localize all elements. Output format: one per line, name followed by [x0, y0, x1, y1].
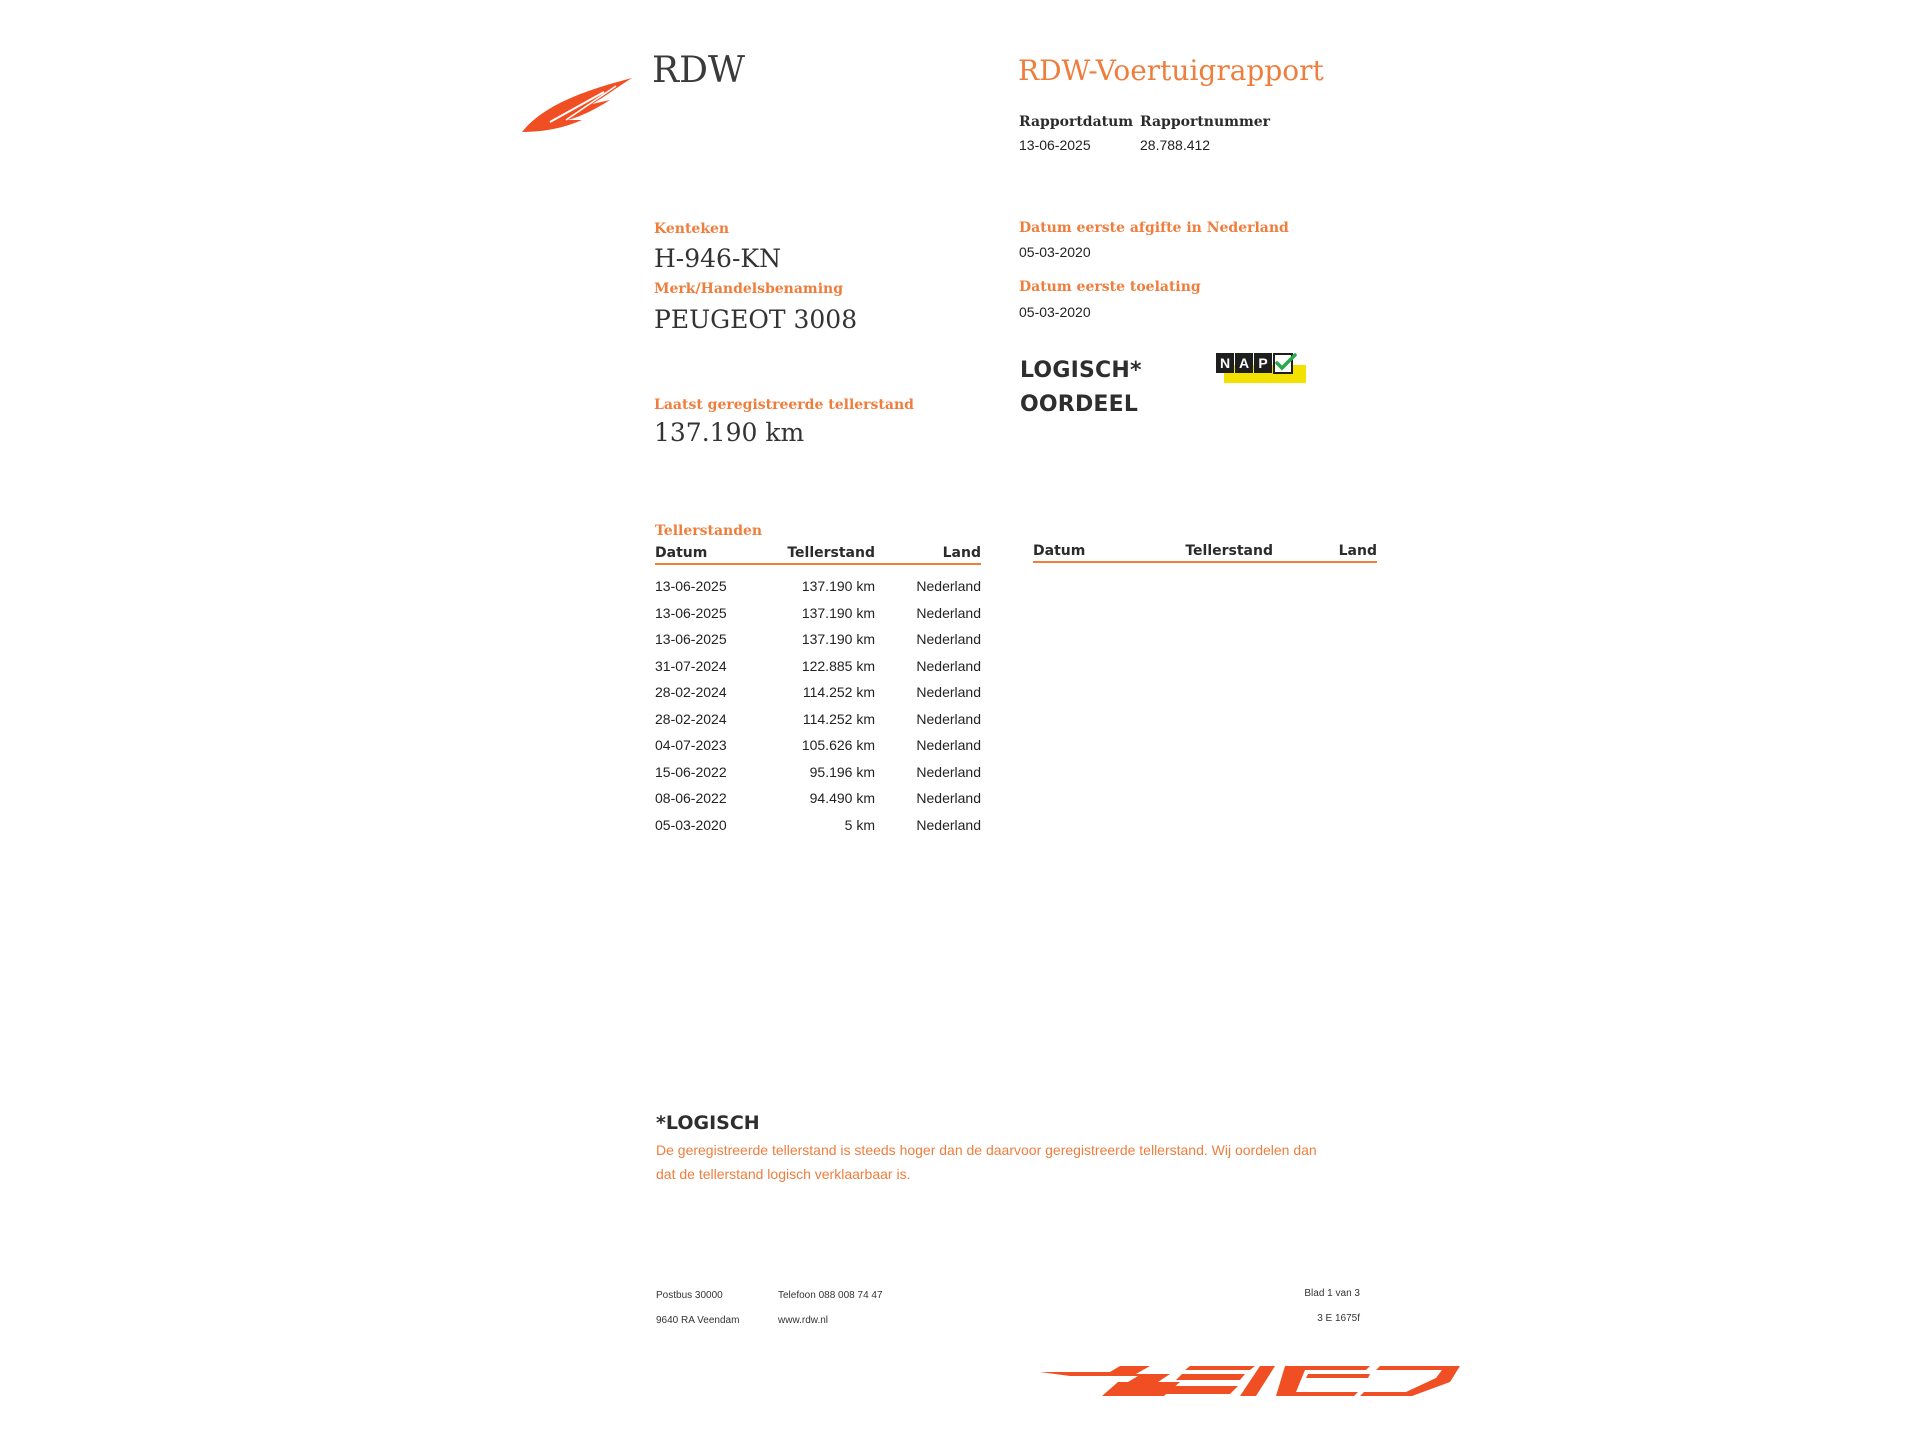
- nap-letter-p: P: [1254, 353, 1272, 373]
- row-country: Nederland: [916, 578, 981, 595]
- row-odometer: 122.885 km: [801, 657, 875, 674]
- table-row: [655, 573, 981, 600]
- row-odometer: 5 km: [844, 816, 875, 833]
- nap-letter-a: A: [1235, 353, 1253, 373]
- row-date: 08-06-2022: [655, 790, 727, 807]
- report-number-label: Rapportnummer: [1140, 114, 1271, 130]
- table-row: [655, 812, 981, 839]
- verdict-line2: OORDEEL: [1020, 392, 1139, 417]
- nap-check-icon: [1273, 353, 1297, 375]
- first-issue-nl-label: Datum eerste afgifte in Nederland: [1019, 220, 1289, 236]
- first-admission-value: 05-03-2020: [1019, 304, 1091, 320]
- note-text-line1: De geregistreerde tellerstand is steeds hoger dan de daarvoor geregistreerde tellerstand. Wij oordelen dan: [656, 1142, 1317, 1158]
- col-header-date: Datum: [655, 545, 771, 564]
- row-odometer: 137.190 km: [801, 604, 875, 621]
- odometer-header-row-continued: [1033, 543, 1377, 562]
- footer-city: 9640 RA Veendam: [656, 1315, 740, 1326]
- row-date: 15-06-2022: [655, 763, 727, 780]
- row-country: Nederland: [916, 684, 981, 701]
- first-issue-nl-value: 05-03-2020: [1019, 244, 1091, 260]
- footer-page: Blad 1 van 3: [1304, 1288, 1360, 1299]
- row-odometer: 95.196 km: [809, 763, 875, 780]
- nap-letter-n: N: [1216, 353, 1234, 373]
- row-date: 28-02-2024: [655, 684, 727, 701]
- row-country: Nederland: [916, 604, 981, 621]
- row-date: 13-06-2025: [655, 631, 727, 648]
- table-row: [655, 785, 981, 812]
- footer-postbus: Postbus 30000: [656, 1290, 723, 1301]
- row-country: Nederland: [916, 710, 981, 727]
- table-row: [655, 759, 981, 786]
- row-country: Nederland: [916, 631, 981, 648]
- row-date: 04-07-2023: [655, 737, 727, 754]
- col-header-date-2: Datum: [1033, 543, 1153, 562]
- org-name: RDW: [652, 50, 745, 91]
- first-admission-label: Datum eerste toelating: [1019, 279, 1201, 295]
- row-odometer: 114.252 km: [802, 710, 875, 727]
- odometer-header-row: [655, 545, 981, 564]
- odometer-table-continued: [1033, 543, 1377, 563]
- table-row: [655, 600, 981, 627]
- last-reading-value: 137.190 km: [654, 418, 805, 447]
- footer-phone: Telefoon 088 008 74 47: [778, 1290, 883, 1301]
- table-row: [655, 706, 981, 733]
- brand-value: PEUGEOT 3008: [654, 305, 858, 334]
- row-odometer: 94.490 km: [809, 790, 875, 807]
- table-row: [655, 732, 981, 759]
- last-reading-label: Laatst geregistreerde tellerstand: [654, 397, 914, 413]
- odometer-section-title: Tellerstanden: [655, 523, 763, 539]
- row-date: 31-07-2024: [655, 657, 727, 674]
- col-header-country: Land: [875, 545, 981, 564]
- report-title: RDW-Voertuigrapport: [1018, 54, 1324, 87]
- table-row: [655, 653, 981, 680]
- col-header-odometer: Tellerstand: [771, 545, 875, 564]
- col-header-country-2: Land: [1273, 543, 1377, 562]
- footer-web[interactable]: www.rdw.nl: [778, 1315, 829, 1326]
- note-title: *LOGISCH: [656, 1112, 760, 1134]
- rdw-logo-icon: [520, 70, 640, 140]
- row-date: 28-02-2024: [655, 710, 727, 727]
- brand-label: Merk/Handelsbenaming: [654, 281, 844, 297]
- report-number-value: 28.788.412: [1140, 137, 1211, 153]
- row-date: 13-06-2025: [655, 604, 727, 621]
- plate-value: H-946-KN: [654, 244, 781, 273]
- row-date: 13-06-2025: [655, 578, 727, 595]
- footer-code: 3 E 1675f: [1317, 1313, 1360, 1324]
- row-odometer: 137.190 km: [801, 631, 875, 648]
- note-text-line2: dat de tellerstand logisch verklaarbaar is.: [656, 1166, 911, 1182]
- row-odometer: 114.252 km: [802, 684, 875, 701]
- row-date: 05-03-2020: [655, 816, 727, 833]
- report-date-label: Rapportdatum: [1019, 114, 1134, 130]
- table-row: [655, 679, 981, 706]
- table-row: [655, 626, 981, 653]
- verdict-line1: LOGISCH*: [1020, 358, 1142, 383]
- plate-label: Kenteken: [654, 221, 730, 237]
- row-country: Nederland: [916, 737, 981, 754]
- row-country: Nederland: [916, 816, 981, 833]
- decorative-stripe-graphic: [1040, 1360, 1460, 1402]
- row-odometer: 137.190 km: [801, 578, 875, 595]
- nap-badge: [1216, 353, 1306, 385]
- col-header-odometer-2: Tellerstand: [1153, 543, 1273, 562]
- report-date-value: 13-06-2025: [1019, 137, 1091, 153]
- odometer-table: [655, 545, 981, 838]
- row-odometer: 105.626 km: [801, 737, 875, 754]
- row-country: Nederland: [916, 657, 981, 674]
- row-country: Nederland: [916, 790, 981, 807]
- row-country: Nederland: [916, 763, 981, 780]
